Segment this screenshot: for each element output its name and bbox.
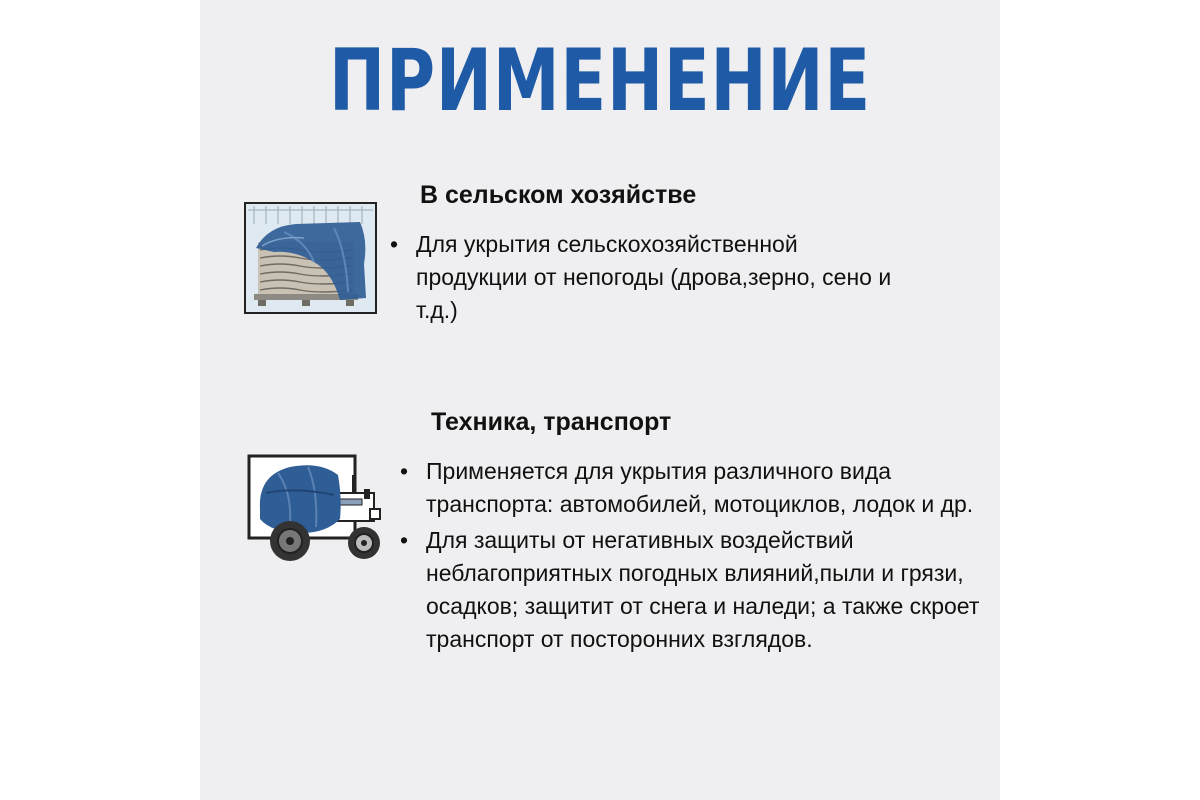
covered-firewood-pallet-illustration [244, 202, 377, 314]
covered-tractor-illustration [246, 453, 388, 563]
section-vehicles-heading: Техника, транспорт [431, 408, 672, 436]
section-agriculture-list [390, 228, 910, 330]
section-vehicles-list [400, 455, 980, 659]
list-item: • Для защиты от негативных воздействий неблагоприятных погодных влияний,пыли и грязи, осадков; защитит от снега и наледи; а также скроет транспорт от посторонних взглядов. [400, 524, 980, 656]
section-agriculture-heading: В сельском хозяйстве [420, 181, 697, 209]
content-panel [200, 0, 1000, 800]
list-item: • Применяется для укрытия различного вида транспорта: автомобилей, мотоциклов, лодок и др. [400, 455, 980, 521]
page-title: ПРИМЕНЕНИЕ [329, 31, 871, 131]
list-item: • Для укрытия сельскохозяйственной продукции от непогоды (дрова,зерно, сено и т.д.) [390, 228, 910, 327]
